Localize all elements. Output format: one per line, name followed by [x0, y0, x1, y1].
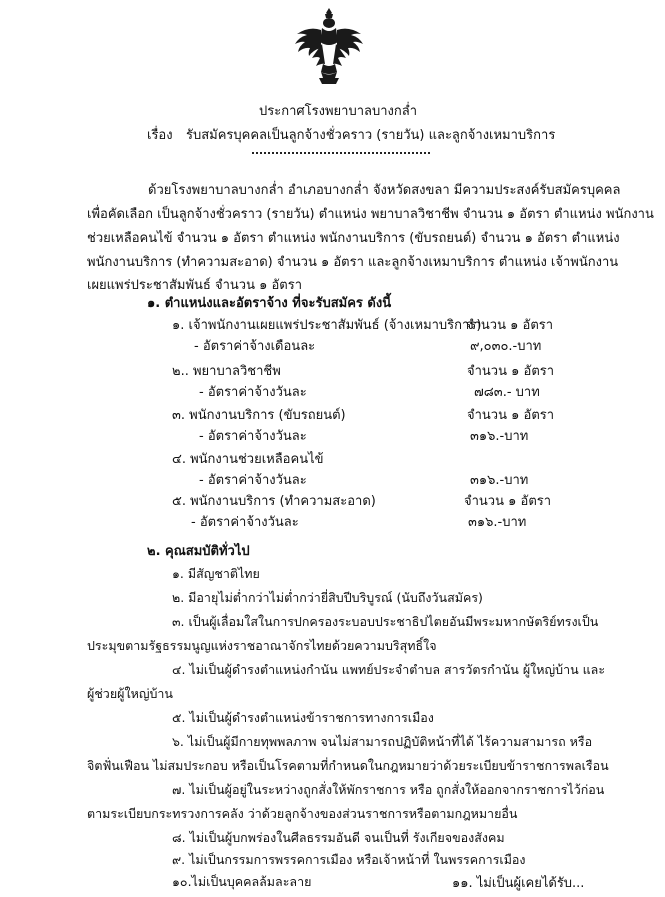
continued-text: ๑๑. ไม่เป็นผู้เคยได้รับ...	[452, 876, 585, 891]
qualification-line: ๕. ไม่เป็นผู้ดำรงตำแหน่งข้าราชการทางการเมือง	[172, 710, 434, 725]
qualification-line: ๓. เป็นผู้เลื่อมใสในการปกครองระบอบประชาธิปไตยอันมีพระมหากษัตริย์ทรงเป็น	[172, 614, 599, 629]
qualification-line: ตามระเบียบกระทรวงการคลัง ว่าด้วยลูกจ้างของส่วนราชการหรือตามกฎหมายอื่น	[87, 806, 518, 821]
rate-label: - อัตราค่าจ้างเดือนละ	[194, 339, 316, 354]
qualification-line: ๔. ไม่เป็นผู้ดำรงตำแหน่งกำนัน แพทย์ประจำตำบล สารวัตรกำนัน ผู้ใหญ่บ้าน และ	[172, 662, 606, 677]
intro-line: เพื่อคัดเลือก เป็นลูกจ้างชั่วคราว (รายวัน) ตำแหน่ง พยาบาลวิชาชีพ จำนวน ๑ อัตรา ตำแหน่ง พนักงาน	[87, 207, 654, 222]
rate-label: - อัตราค่าจ้างวันละ	[191, 515, 299, 530]
qualification-line: ประมุขตามรัฐธรรมนูญแห่งราชอาณาจักรไทยด้วยความบริสุทธิ์ใจ	[87, 638, 437, 653]
qualification-line: ๗. ไม่เป็นผู้อยู่ในระหว่างถูกสั่งให้พักราชการ หรือ ถูกสั่งให้ออกจากราชการไว้ก่อน	[172, 782, 605, 797]
rate-value: ๙,๐๓๐.-บาท	[470, 339, 542, 354]
qualification-line: ๑. มีสัญชาติไทย	[172, 566, 260, 581]
qualification-line: ๘. ไม่เป็นผู้บกพร่องในศีลธรรมอันดี จนเป็นที่ รังเกียจของสังคม	[172, 830, 505, 845]
qualification-line: ผู้ช่วยผู้ใหญ่บ้าน	[87, 686, 173, 701]
rate-label: - อัตราค่าจ้างวันละ	[199, 429, 307, 444]
position-count: จำนวน ๑ อัตรา	[464, 494, 552, 509]
qualification-line: ๙. ไม่เป็นกรรมการพรรคการเมือง หรือเจ้าหน้าที่ ในพรรคการเมือง	[172, 852, 526, 867]
position-count: จำนวน ๑ อัตรา	[467, 408, 555, 423]
rate-value: ๗๘๓.- บาท	[474, 385, 540, 400]
qualification-line: ๒. มีอายุไม่ต่ำกว่าไม่ต่ำกว่ายี่สิบปีบริบูรณ์ (นับถึงวันสมัคร)	[172, 590, 483, 605]
position-name: ๑. เจ้าพนักงานเผยแพร่ประชาสัมพันธ์ (จ้างเหมาบริการ)	[172, 318, 482, 333]
qualification-line: ๖. ไม่เป็นผู้มีกายทุพพลภาพ จนไม่สามารถปฏิบัติหน้าที่ได้ ไร้ความสามารถ หรือ	[172, 734, 593, 749]
section-heading: ๒. คุณสมบัติทั่วไป	[147, 544, 250, 559]
announcement-title: ประกาศโรงพยาบาลบางกล่ำ	[259, 104, 417, 119]
intro-line: พนักงานบริการ (ทำความสะอาด) จำนวน ๑ อัตรา และลูกจ้างเหมาบริการ ตำแหน่ง เจ้าพนักงาน	[87, 255, 619, 270]
position-name: ๕. พนักงานบริการ (ทำความสะอาด)	[172, 494, 376, 509]
intro-line: ช่วยเหลือคนไข้ จำนวน ๑ อัตรา ตำแหน่ง พนักงานบริการ (ขับรถยนต์) จำนวน ๑ อัตรา ตำแหน่ง	[87, 231, 620, 246]
divider	[252, 152, 430, 154]
qualification-line: ๑๐.ไม่เป็นบุคคลล้มละลาย	[172, 874, 312, 889]
rate-label: - อัตราค่าจ้างวันละ	[199, 385, 307, 400]
rate-label: - อัตราค่าจ้างวันละ	[199, 473, 307, 488]
position-name: ๓. พนักงานบริการ (ขับรถยนต์)	[172, 408, 346, 423]
rate-value: ๓๑๖.-บาท	[470, 473, 529, 488]
intro-line: ด้วยโรงพยาบาลบางกล่ำ อำเภอบางกล่ำ จังหวัดสงขลา มีความประสงค์รับสมัครบุคคล	[148, 183, 621, 198]
subject-prefix: เรื่อง	[147, 128, 173, 143]
position-name: ๒.. พยาบาลวิชาชีพ	[172, 364, 281, 379]
qualification-line: จิตฟั่นเฟือน ไม่สมประกอบ หรือเป็นโรคตามที่กำหนดในกฎหมายว่าด้วยระเบียบข้าราชการพลเรือน	[87, 758, 609, 773]
position-count: จำนวน ๑ อัตรา	[466, 318, 554, 333]
intro-line: เผยแพร่ประชาสัมพันธ์ จำนวน ๑ อัตรา	[87, 278, 303, 293]
position-name: ๔. พนักงานช่วยเหลือคนไข้	[172, 452, 324, 467]
rate-value: ๓๑๖.-บาท	[468, 515, 527, 530]
subject-text: รับสมัครบุคคลเป็นลูกจ้างชั่วคราว (รายวัน) และลูกจ้างเหมาบริการ	[186, 128, 556, 143]
garuda-emblem-icon	[292, 6, 366, 86]
position-count: จำนวน ๑ อัตรา	[467, 364, 555, 379]
section-heading: ๑. ตำแหน่งและอัตราจ้าง ที่จะรับสมัคร ดังนี้	[147, 296, 392, 311]
rate-value: ๓๑๖.-บาท	[470, 429, 529, 444]
